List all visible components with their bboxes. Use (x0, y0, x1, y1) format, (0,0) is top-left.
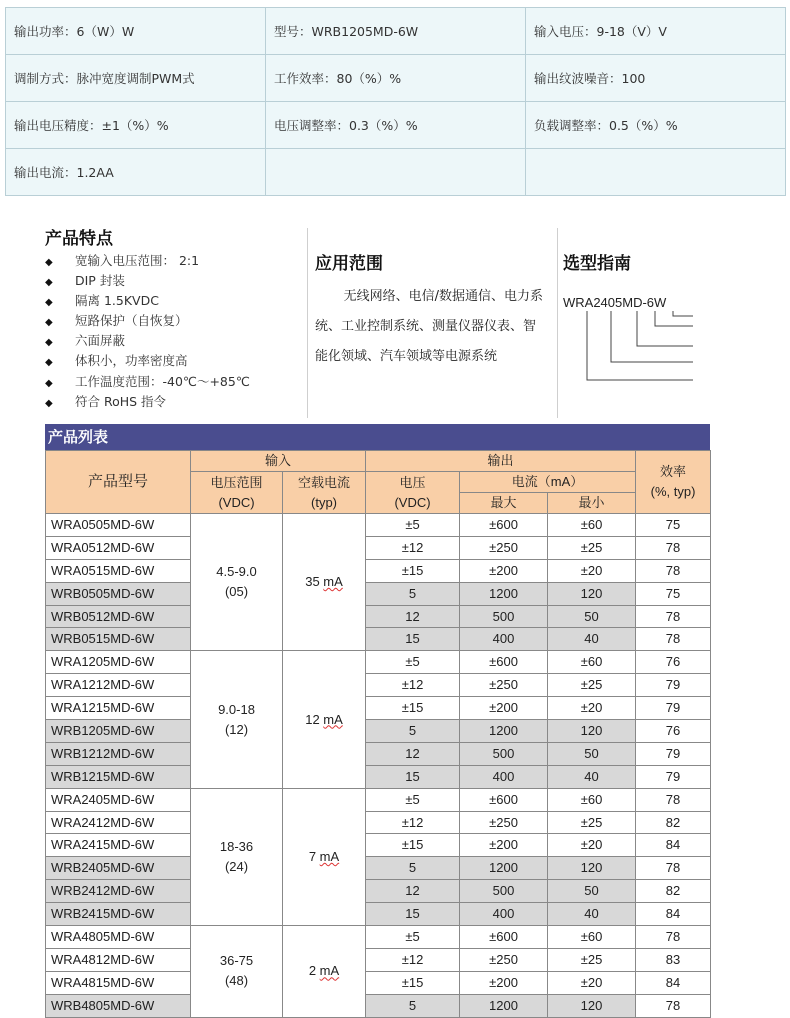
model-cell: WRB0505MD-6W (46, 582, 191, 605)
output-voltage-cell: ±5 (366, 788, 460, 811)
efficiency-cell: 76 (636, 651, 711, 674)
model-cell: WRB1215MD-6W (46, 765, 191, 788)
current-max-cell: ±250 (460, 811, 548, 834)
table-row (46, 742, 711, 765)
divider (307, 228, 308, 418)
current-max-cell: ±250 (460, 948, 548, 971)
table-row (46, 720, 711, 743)
output-voltage-cell: 5 (366, 582, 460, 605)
spec-cell: 输出纹波噪音：100 (526, 55, 786, 102)
efficiency-cell: 82 (636, 811, 711, 834)
bullet-icon: ◆ (45, 337, 53, 349)
current-max-cell: 1200 (460, 582, 548, 605)
current-min-cell: ±25 (548, 948, 636, 971)
header-voltage-range (191, 472, 283, 514)
current-min-cell: ±60 (548, 651, 636, 674)
output-voltage-cell: ±15 (366, 559, 460, 582)
guide-part-number: WRA2405MD-6W (563, 295, 667, 310)
table-row (46, 628, 711, 651)
table-row (46, 880, 711, 903)
current-max-cell: 500 (460, 605, 548, 628)
current-min-cell: 120 (548, 994, 636, 1017)
efficiency-cell: 75 (636, 514, 711, 537)
efficiency-cell: 78 (636, 559, 711, 582)
efficiency-cell: 78 (636, 536, 711, 559)
no-load-current-cell: 35 mA (283, 514, 366, 651)
spec-cell: 型号：WRB1205MD-6W (266, 8, 526, 55)
model-cell: WRA4815MD-6W (46, 971, 191, 994)
table-row (46, 559, 711, 582)
header-no-load-current (283, 472, 366, 514)
model-cell: WRB4805MD-6W (46, 994, 191, 1017)
input-range-cell (191, 651, 283, 788)
spec-cell: 电压调整率：0.3（%）% (266, 102, 526, 149)
model-cell: WRA2405MD-6W (46, 788, 191, 811)
selection-guide (563, 250, 790, 420)
product-table (45, 450, 711, 1018)
model-cell: WRA1205MD-6W (46, 651, 191, 674)
efficiency-cell: 78 (636, 605, 711, 628)
table-row (46, 926, 711, 949)
input-range: 9.0-18 (218, 701, 255, 717)
input-nominal: (12) (224, 721, 249, 737)
output-voltage-cell: ±15 (366, 697, 460, 720)
header-current: 电流（mA） (460, 472, 636, 493)
guide-callout-lines (563, 250, 790, 420)
efficiency-cell: 76 (636, 720, 711, 743)
current-max-cell: ±200 (460, 697, 548, 720)
table-row (46, 903, 711, 926)
output-voltage-cell: ±12 (366, 536, 460, 559)
feature-text: 工作温度范围：-40℃～+85℃ (75, 373, 250, 389)
current-max-cell: ±200 (460, 834, 548, 857)
model-cell: WRA1215MD-6W (46, 697, 191, 720)
model-cell: WRA0505MD-6W (46, 514, 191, 537)
efficiency-cell: 79 (636, 674, 711, 697)
header-max: 最大 (460, 493, 548, 514)
current-max-cell: ±600 (460, 651, 548, 674)
header-model: 产品型号 (46, 451, 191, 514)
no-load-current-cell: 12 mA (283, 651, 366, 788)
application-title: 应用范围 (315, 254, 383, 274)
efficiency-cell: 84 (636, 834, 711, 857)
efficiency-cell: 79 (636, 742, 711, 765)
model-cell: WRA4812MD-6W (46, 948, 191, 971)
current-min-cell: ±60 (548, 926, 636, 949)
model-cell: WRA0515MD-6W (46, 559, 191, 582)
spec-cell: 调制方式：脉冲宽度调制PWM式 (6, 55, 266, 102)
model-cell: WRB1205MD-6W (46, 720, 191, 743)
current-min-cell: 50 (548, 742, 636, 765)
header-voltage (366, 472, 460, 514)
header-input: 输入 (191, 451, 366, 472)
spec-cell: 输出功率：6（W）W (6, 8, 266, 55)
model-cell: WRA2412MD-6W (46, 811, 191, 834)
current-min-cell: ±60 (548, 514, 636, 537)
header-voltage-range-unit: (VDC) (218, 494, 255, 510)
current-min-cell: 50 (548, 605, 636, 628)
product-table-body (46, 514, 711, 1018)
input-range: 18-36 (219, 838, 254, 854)
spec-row (6, 149, 786, 196)
output-voltage-cell: ±15 (366, 834, 460, 857)
efficiency-cell: 79 (636, 697, 711, 720)
input-range-cell (191, 926, 283, 1018)
table-row (46, 697, 711, 720)
efficiency-cell: 78 (636, 857, 711, 880)
efficiency-cell: 78 (636, 788, 711, 811)
output-voltage-cell: ±5 (366, 514, 460, 537)
header-efficiency-unit: (%, typ) (650, 484, 696, 499)
guide-title: 选型指南 (563, 254, 631, 274)
efficiency-cell: 79 (636, 765, 711, 788)
input-nominal: (05) (224, 584, 249, 600)
current-min-cell: ±25 (548, 674, 636, 697)
header-voltage-range-label: 电压范围 (210, 474, 263, 490)
current-max-cell: 1200 (460, 720, 548, 743)
current-min-cell: ±20 (548, 559, 636, 582)
header-no-load-current-unit: (typ) (311, 494, 337, 510)
table-row (46, 536, 711, 559)
output-voltage-cell: 5 (366, 720, 460, 743)
output-voltage-cell: ±12 (366, 674, 460, 697)
feature-item (45, 392, 307, 412)
efficiency-cell: 84 (636, 971, 711, 994)
output-voltage-cell: ±5 (366, 651, 460, 674)
table-row (46, 857, 711, 880)
no-load-current-cell: 7 mA (283, 788, 366, 925)
current-min-cell: ±20 (548, 834, 636, 857)
efficiency-cell: 82 (636, 880, 711, 903)
feature-item (45, 351, 307, 371)
table-row (46, 582, 711, 605)
table-row (46, 788, 711, 811)
current-min-cell: ±25 (548, 536, 636, 559)
output-voltage-cell: 15 (366, 765, 460, 788)
current-max-cell: 1200 (460, 857, 548, 880)
features-list (45, 251, 307, 412)
current-max-cell: 500 (460, 742, 548, 765)
output-voltage-cell: ±5 (366, 926, 460, 949)
divider (557, 228, 558, 418)
current-max-cell: 1200 (460, 994, 548, 1017)
efficiency-cell: 84 (636, 903, 711, 926)
output-voltage-cell: ±15 (366, 971, 460, 994)
current-min-cell: 40 (548, 628, 636, 651)
header-voltage-label: 电压 (399, 474, 426, 490)
feature-text: 短路保护（自恢复） (75, 313, 188, 329)
header-efficiency (636, 451, 711, 514)
feature-item (45, 311, 307, 331)
current-min-cell: ±20 (548, 971, 636, 994)
table-row (46, 651, 711, 674)
current-max-cell: 400 (460, 765, 548, 788)
model-cell: WRA0512MD-6W (46, 536, 191, 559)
output-voltage-cell: 5 (366, 994, 460, 1017)
table-row (46, 811, 711, 834)
output-voltage-cell: 12 (366, 742, 460, 765)
product-list-title: 产品列表 (45, 424, 710, 450)
feature-text: 宽输入电压范围： 2:1 (75, 253, 200, 268)
current-max-cell: ±250 (460, 536, 548, 559)
table-row (46, 994, 711, 1017)
bullet-icon: ◆ (45, 397, 53, 409)
efficiency-cell: 78 (636, 926, 711, 949)
table-row (46, 971, 711, 994)
output-voltage-cell: ±12 (366, 811, 460, 834)
table-row (46, 605, 711, 628)
current-max-cell: ±600 (460, 514, 548, 537)
spec-cell: 工作效率：80（%）% (266, 55, 526, 102)
current-min-cell: 40 (548, 903, 636, 926)
efficiency-cell: 75 (636, 582, 711, 605)
output-voltage-cell: 5 (366, 857, 460, 880)
spec-cell: 输入电压：9-18（V）V (526, 8, 786, 55)
model-cell: WRA2415MD-6W (46, 834, 191, 857)
bullet-icon: ◆ (45, 277, 53, 289)
current-min-cell: ±25 (548, 811, 636, 834)
model-cell: WRB2415MD-6W (46, 903, 191, 926)
input-range-cell (191, 514, 283, 651)
feature-item (45, 251, 307, 271)
current-min-cell: ±60 (548, 788, 636, 811)
current-max-cell: ±200 (460, 971, 548, 994)
input-range-cell (191, 788, 283, 925)
feature-item (45, 372, 307, 392)
output-voltage-cell: 12 (366, 880, 460, 903)
input-range: 4.5-9.0 (216, 564, 257, 580)
current-min-cell: 120 (548, 582, 636, 605)
model-cell: WRB2412MD-6W (46, 880, 191, 903)
current-max-cell: ±600 (460, 926, 548, 949)
application-section (315, 250, 547, 372)
output-voltage-cell: 15 (366, 628, 460, 651)
feature-text: 体积小，功率密度高 (75, 353, 188, 369)
bullet-icon: ◆ (45, 357, 53, 369)
efficiency-cell: 83 (636, 948, 711, 971)
spec-cell: 输出电流：1.2AA (6, 149, 266, 196)
header-voltage-unit: (VDC) (394, 494, 431, 510)
bullet-icon: ◆ (45, 297, 53, 309)
spec-cell: 负载调整率：0.5（%）% (526, 102, 786, 149)
current-min-cell: 40 (548, 765, 636, 788)
current-max-cell: ±250 (460, 674, 548, 697)
header-min: 最小 (548, 493, 636, 514)
model-cell: WRB0515MD-6W (46, 628, 191, 651)
model-cell: WRA1212MD-6W (46, 674, 191, 697)
current-max-cell: ±600 (460, 788, 548, 811)
bullet-icon: ◆ (45, 377, 53, 389)
spec-row (6, 55, 786, 102)
features-title: 产品特点 (45, 229, 113, 249)
header-efficiency-label: 效率 (660, 464, 687, 479)
current-min-cell: ±20 (548, 697, 636, 720)
current-min-cell: 120 (548, 857, 636, 880)
model-cell: WRB2405MD-6W (46, 857, 191, 880)
input-range: 36-75 (219, 953, 254, 969)
table-row (46, 765, 711, 788)
efficiency-cell: 78 (636, 994, 711, 1017)
current-min-cell: 50 (548, 880, 636, 903)
feature-item (45, 291, 307, 311)
spec-table (5, 7, 786, 196)
output-voltage-cell: 12 (366, 605, 460, 628)
model-cell: WRB0512MD-6W (46, 605, 191, 628)
header-output: 输出 (366, 451, 636, 472)
input-nominal: (24) (224, 858, 249, 874)
output-voltage-cell: 15 (366, 903, 460, 926)
features-section (45, 227, 307, 412)
application-text: 无线网络、电信/数据通信、电力系统、工业控制系统、测量仪器仪表、智能化领域、汽车领域等电源系统 (315, 289, 543, 364)
current-max-cell: 400 (460, 628, 548, 651)
spec-cell (526, 149, 786, 196)
output-voltage-cell: ±12 (366, 948, 460, 971)
current-max-cell: 500 (460, 880, 548, 903)
no-load-current-cell: 2 mA (283, 926, 366, 1018)
spec-cell: 输出电压精度：±1（%）% (6, 102, 266, 149)
bullet-icon: ◆ (45, 257, 53, 268)
table-row (46, 514, 711, 537)
input-nominal: (48) (224, 973, 249, 989)
model-cell: WRB1212MD-6W (46, 742, 191, 765)
feature-text: 隔离 1.5KVDC (75, 293, 159, 309)
feature-item (45, 271, 307, 291)
model-cell: WRA4805MD-6W (46, 926, 191, 949)
current-min-cell: 120 (548, 720, 636, 743)
feature-text: 符合 RoHS 指令 (75, 393, 167, 409)
spec-cell (266, 149, 526, 196)
current-max-cell: ±200 (460, 559, 548, 582)
spec-row (6, 102, 786, 149)
header-no-load-current-label: 空载电流 (298, 474, 351, 490)
feature-item (45, 331, 307, 351)
bullet-icon: ◆ (45, 317, 53, 329)
spec-row (6, 8, 786, 55)
current-max-cell: 400 (460, 903, 548, 926)
table-row (46, 834, 711, 857)
table-row (46, 674, 711, 697)
efficiency-cell: 78 (636, 628, 711, 651)
table-row (46, 948, 711, 971)
feature-text: 六面屏蔽 (75, 333, 126, 349)
feature-text: DIP 封装 (75, 273, 125, 289)
